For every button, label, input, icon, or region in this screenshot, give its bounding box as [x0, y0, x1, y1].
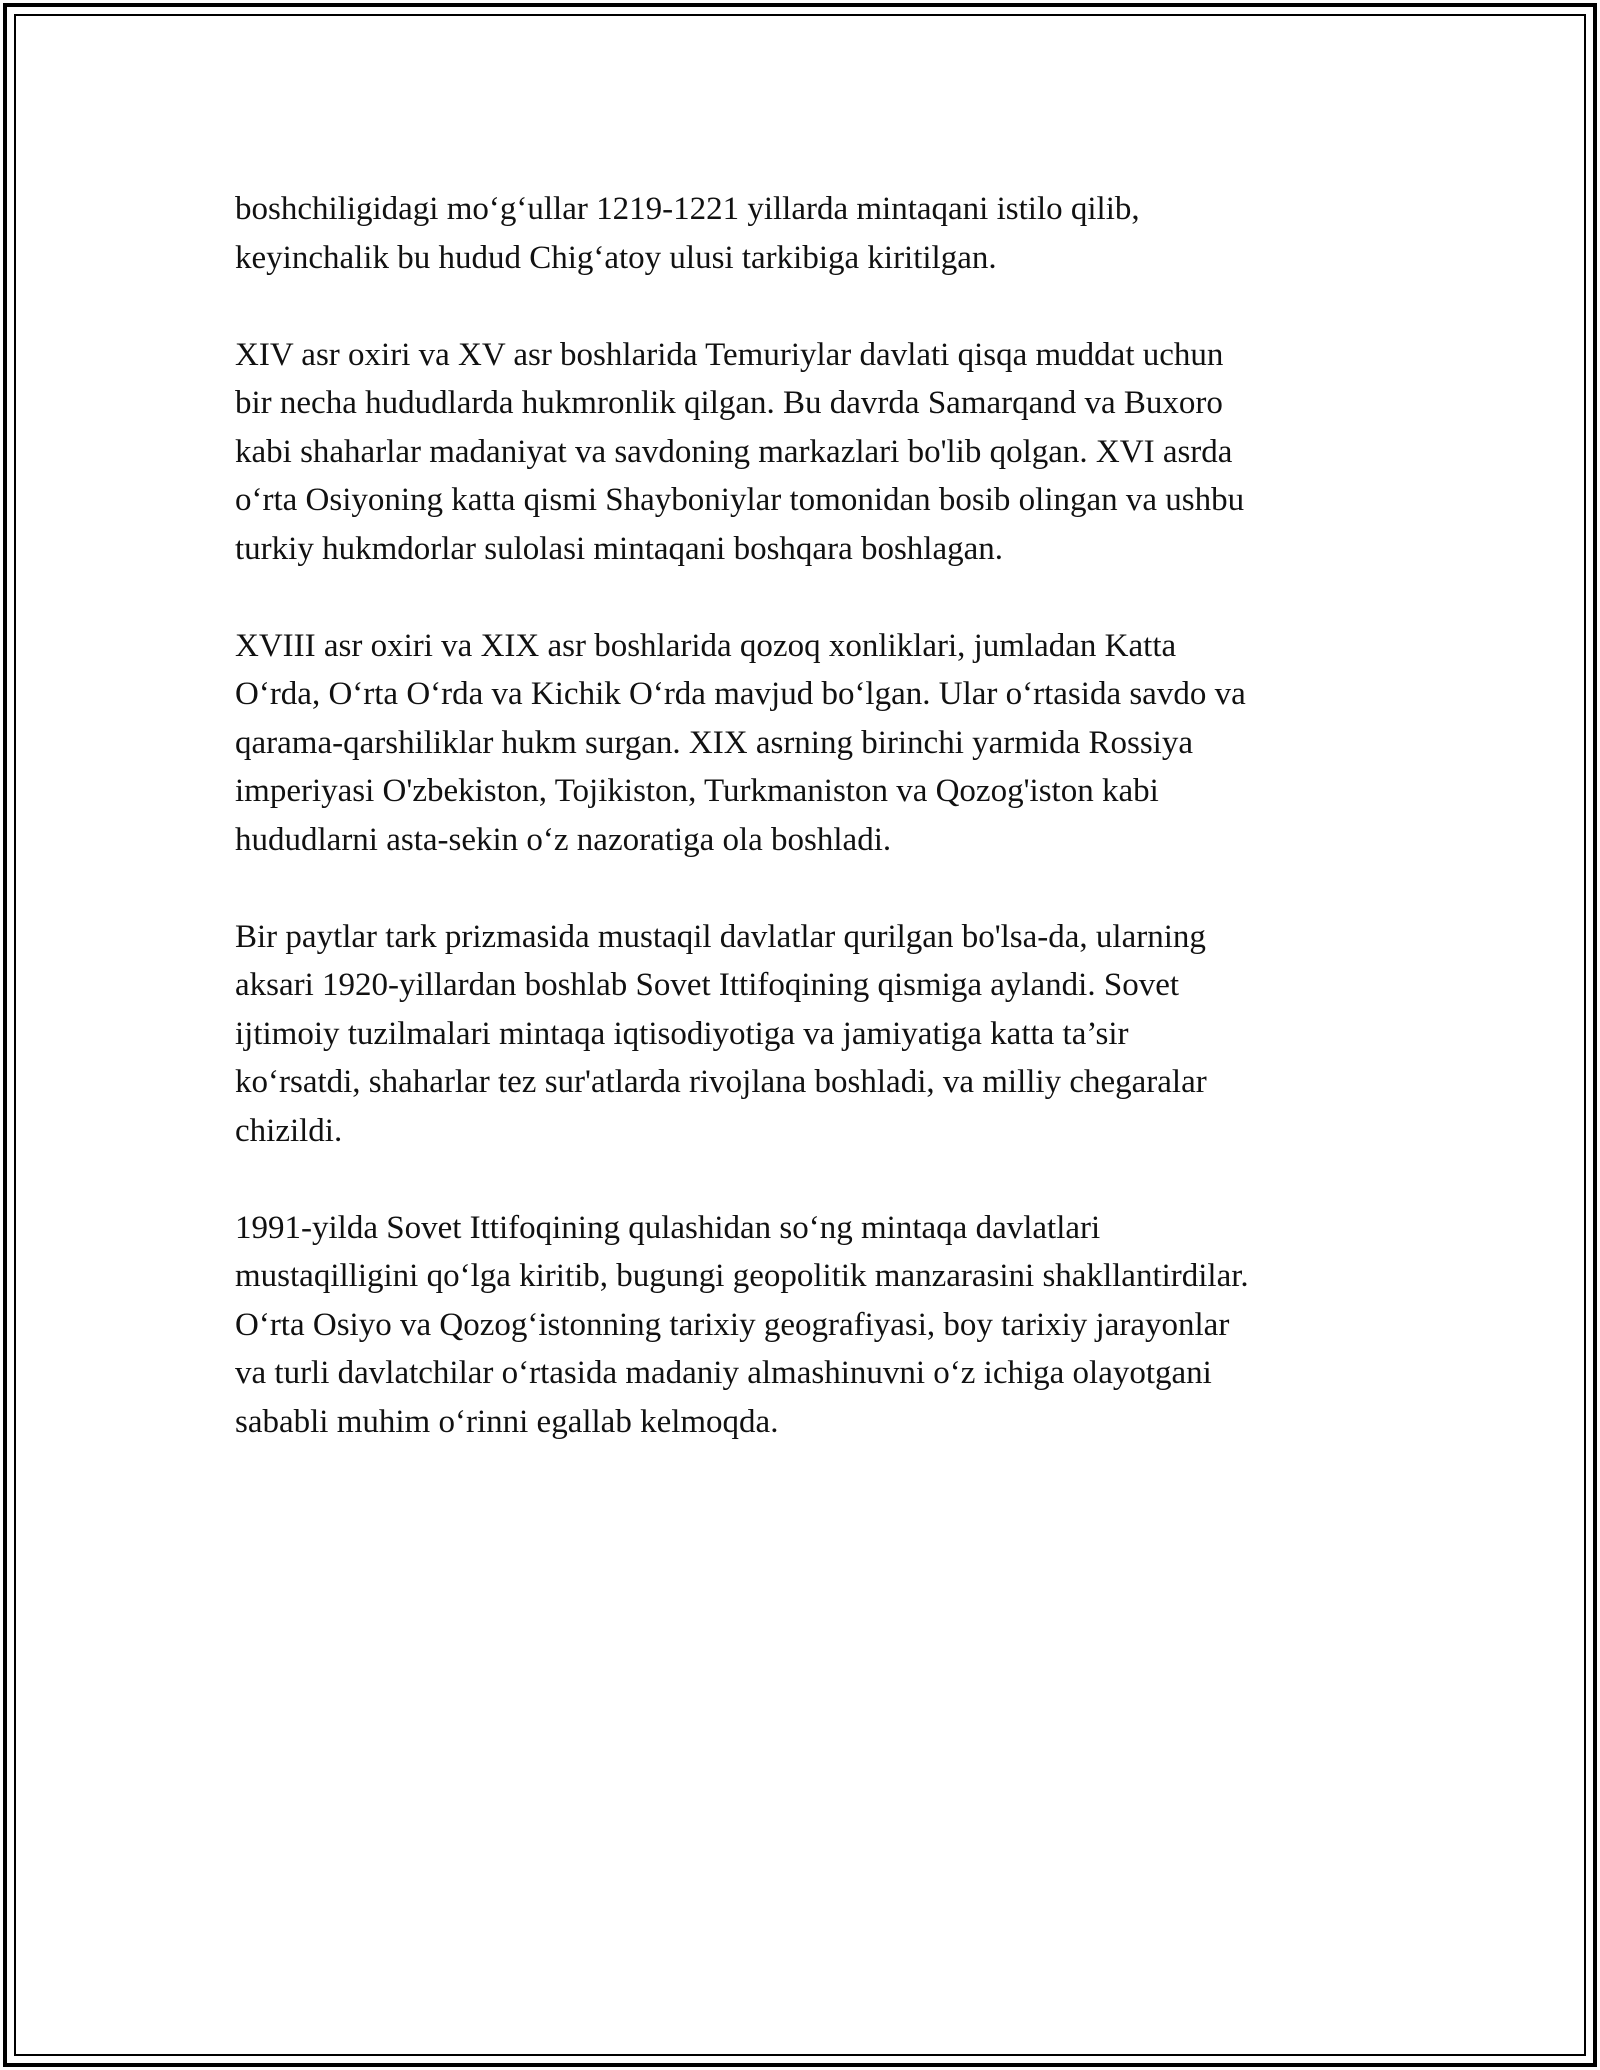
- paragraph-2: XIV asr oxiri va XV asr boshlarida Temuriylar davlati qisqa muddat uchun bir necha hududlarda hukmronlik qilgan. Bu davrda Samarqand va Buxoro kabi shaharlar madaniyat va savdoning markazlari bo'lib qolgan. XVI asrda o‘rta Osiyoning katta qismi Shayboniylar tomonidan bosib olingan va ushbu turkiy hukmdorlar sulolasi mintaqani boshqara boshlagan.: [235, 336, 1245, 567]
- paragraph-5: 1991-yilda Sovet Ittifoqining qulashidan so‘ng mintaqa davlatlari mustaqilligini qo‘lga kiritib, bugungi geopolitik manzarasini shakllantirdilar. O‘rta Osiyo va Qozog‘istonning tarixiy geografiyasi, boy tarixiy jarayonlar va turli davlatchilar o‘rtasida madaniy almashinuvni o‘z ichiga olayotgani sababli muhim o‘rinni egallab kelmoqda.: [235, 1209, 1249, 1440]
- paragraph-4: Bir paytlar tark prizmasida mustaqil davlatlar qurilgan bo'lsa-da, ularning aksari 1920-yillardan boshlab Sovet Ittifoqining qismiga aylandi. Sovet ijtimoiy tuzilmalari mintaqa iqtisodiyotiga va jamiyatiga katta ta’sir ko‘rsatdi, shaharlar tez sur'atlarda rivojlana boshladi, va milliy chegaralar chizildi.: [235, 918, 1207, 1149]
- paragraph-1: boshchiligidagi mo‘g‘ullar 1219-1221 yillarda mintaqani istilo qilib, keyinchalik bu hudud Chig‘atoy ulusi tarkibiga kiritilgan.: [235, 191, 1140, 276]
- paragraph-3: XVIII asr oxiri va XIX asr boshlarida qozoq xonliklari, jumladan Katta O‘rda, O‘rta O‘rda va Kichik O‘rda mavjud bo‘lgan. Ular o‘rtasida savdo va qarama-qarshiliklar hukm surgan. XIX asrning birinchi yarmida Rossiya imperiyasi O'zbekiston, Tojikiston, Turkmaniston va Qozog'iston kabi hududlarni asta-sekin o‘z nazoratiga ola boshladi.: [235, 627, 1246, 858]
- document-body: [235, 185, 1395, 1495]
